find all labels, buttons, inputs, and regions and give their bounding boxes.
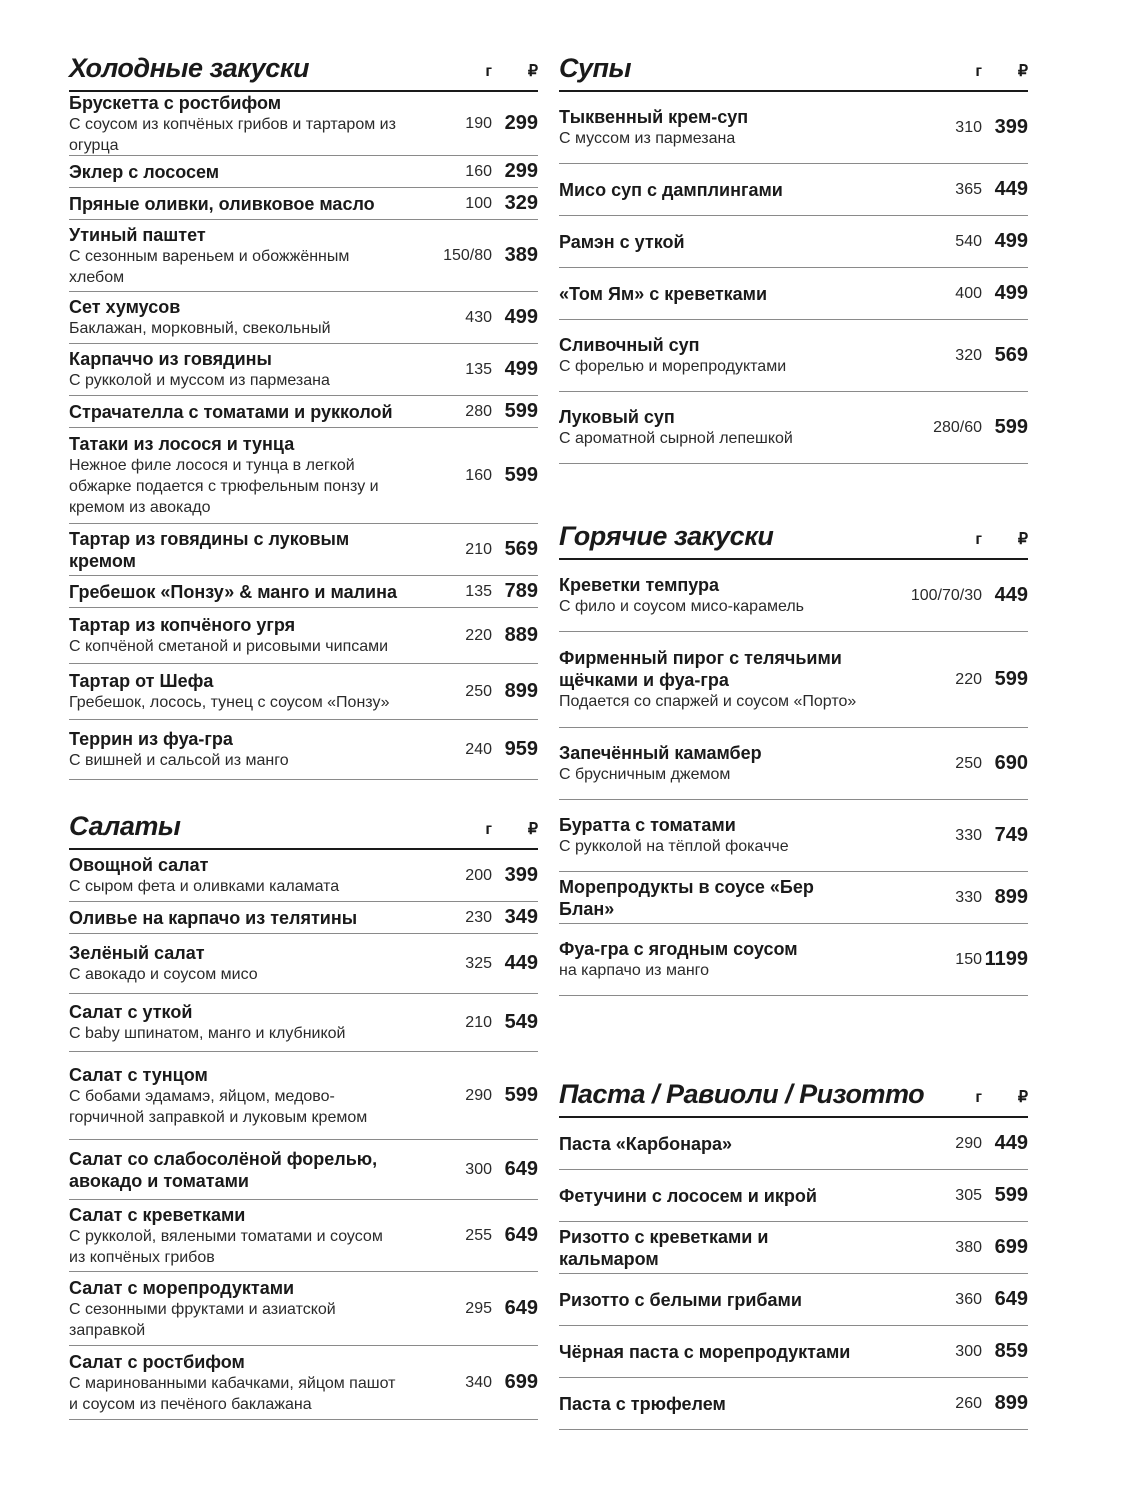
- menu-item-description: на карпачо из манго: [559, 962, 710, 979]
- menu-item-name: Тартар из говядины с луковым кремом: [69, 528, 350, 571]
- menu-item-weight: 330: [955, 826, 982, 844]
- menu-item-weight: 330: [955, 888, 982, 906]
- price-header: ₽: [1017, 1089, 1028, 1106]
- menu-item-name: Ризотто с креветками и кальмаром: [559, 1226, 769, 1269]
- menu-item-price: 449: [994, 584, 1028, 606]
- menu-item-weight: 380: [955, 1238, 982, 1256]
- menu-item-info: [69, 161, 400, 183]
- menu-item-name: Татаки из лосося и тунца: [69, 434, 295, 454]
- menu-item: [69, 188, 538, 220]
- menu-item: [559, 1326, 1028, 1378]
- menu-item-name: Паста с трюфелем: [559, 1393, 726, 1414]
- menu-item-weight: 360: [955, 1290, 982, 1308]
- menu-item-name: Паста «Карбонара»: [559, 1133, 733, 1154]
- menu-item-info: [69, 1064, 400, 1128]
- menu-item-description: С муссом из пармезана: [559, 130, 736, 147]
- menu-item-weight: 250: [465, 682, 492, 700]
- menu-item-info: [69, 1148, 400, 1192]
- menu-item-price: 649: [504, 1224, 538, 1246]
- menu-item-price: 499: [994, 230, 1028, 252]
- section-title: Паста / Равиоли / Ризотто: [559, 1079, 925, 1109]
- menu-item: [69, 934, 538, 994]
- menu-item-price: 749: [994, 824, 1028, 846]
- menu-item-description: С форелью и морепродуктами: [559, 358, 787, 375]
- menu-item-price: 299: [504, 160, 538, 182]
- menu-item-info: [559, 1226, 872, 1270]
- menu-item: [69, 292, 538, 344]
- menu-item: [69, 720, 538, 780]
- menu-item-weight: 255: [465, 1226, 492, 1244]
- menu-item: [559, 92, 1028, 164]
- menu-item: [69, 608, 538, 664]
- menu-item-name: Оливье на карпачо из телятины: [69, 907, 358, 928]
- menu-item-weight: 160: [465, 162, 492, 180]
- menu-item-info: [559, 334, 872, 377]
- menu-item-info: [559, 814, 872, 857]
- menu-item-description: С рукколой, вялеными томатами и соусом из копчёных грибов: [69, 1227, 383, 1266]
- menu-item-description: С копчёной сметаной и рисовыми чипсами: [69, 638, 389, 655]
- menu-item-weight: 295: [465, 1299, 492, 1317]
- menu-item: [559, 560, 1028, 632]
- menu-item-weight: 160: [465, 466, 492, 484]
- menu-item-description: С маринованными кабачками, яйцом пашот и соусом из печёного баклажана: [69, 1374, 396, 1413]
- menu-item-name: Рамэн с уткой: [559, 231, 685, 252]
- menu-item-info: [559, 106, 872, 149]
- menu-item-description: С брусничным джемом: [559, 766, 731, 783]
- menu-item-weight: 135: [465, 582, 492, 600]
- menu-item-description: С бобами эдамамэ, яйцом, медово-горчичной заправкой и луковым кремом: [69, 1087, 368, 1126]
- menu-item-description: Нежное филе лосося и тунца в легкой обжарке подается с трюфельным понзу и кремом из авокадо: [69, 457, 379, 516]
- menu-item-info: [559, 876, 872, 920]
- menu-item: [69, 1346, 538, 1420]
- menu-item: [69, 396, 538, 428]
- section-header: [69, 810, 538, 850]
- menu-item: [559, 1170, 1028, 1222]
- menu-item-weight: 305: [955, 1186, 982, 1204]
- menu-item-info: [69, 670, 400, 713]
- menu-item: [69, 344, 538, 396]
- menu-item-weight: 250: [955, 754, 982, 772]
- price-header: ₽: [1017, 531, 1028, 548]
- menu-item: [69, 664, 538, 720]
- menu-item-weight: 325: [465, 954, 492, 972]
- menu-item-info: [559, 742, 872, 785]
- menu-item: [559, 1378, 1028, 1430]
- menu-item: [69, 850, 538, 902]
- menu-item-weight: 135: [465, 360, 492, 378]
- menu-item-price: 959: [504, 738, 538, 760]
- menu-item-info: [69, 528, 400, 572]
- menu-item-name: Пряные оливки, оливковое масло: [69, 193, 375, 214]
- menu-item: [559, 320, 1028, 392]
- menu-item: [559, 216, 1028, 268]
- section-pasta-risotto: [559, 1050, 1028, 1430]
- menu-item-info: [69, 433, 400, 518]
- section-title: Супы: [559, 53, 632, 83]
- menu-item-info: [69, 193, 400, 215]
- menu-item-weight: 210: [465, 540, 492, 558]
- menu-item-weight: 320: [955, 346, 982, 364]
- menu-item: [559, 268, 1028, 320]
- menu-item-info: [69, 296, 400, 339]
- menu-item-name: Салат с ростбифом: [69, 1351, 245, 1372]
- menu-item: [69, 576, 538, 608]
- menu-item-name: «Том Ям» с креветками: [559, 283, 768, 304]
- section-title: Салаты: [69, 811, 181, 841]
- menu-item: [69, 994, 538, 1052]
- menu-item-weight: 280: [465, 402, 492, 420]
- weight-header: г: [975, 1089, 982, 1106]
- menu-item-name: Фирменный пирог с телячьими щёчками и фуа-гра: [559, 648, 842, 690]
- menu-item-weight: 150/80: [443, 246, 492, 264]
- menu-item-name: Фетучини с лососем и икрой: [559, 1185, 817, 1206]
- weight-header: г: [975, 63, 982, 80]
- menu-item: [69, 902, 538, 934]
- weight-header: г: [975, 531, 982, 548]
- menu-item-price: 449: [504, 952, 538, 974]
- menu-item-price: 389: [504, 244, 538, 266]
- menu-item-price: 599: [994, 1184, 1028, 1206]
- menu-item: [69, 524, 538, 576]
- menu-item-name: Салат с тунцом: [69, 1064, 208, 1085]
- menu-item-name: Брускетта с ростбифом: [69, 92, 282, 113]
- menu-item-name: Ризотто с белыми грибами: [559, 1289, 802, 1310]
- menu-item: [559, 632, 1028, 728]
- menu-item-description: С рукколой на тёплой фокачче: [559, 838, 789, 855]
- menu-item-weight: 220: [955, 670, 982, 688]
- menu-item-description: С сезонным вареньем и обожжённым хлебом: [69, 247, 350, 286]
- menu-item-price: 349: [504, 906, 538, 928]
- menu-item-name: Салат с уткой: [69, 1002, 193, 1022]
- menu-item: [559, 164, 1028, 216]
- section-hot-appetizers: [559, 520, 1028, 996]
- menu-item: [69, 220, 538, 292]
- menu-item-name: Террин из фуа-гра: [69, 729, 233, 749]
- menu-item-description: С сезонными фруктами и азиатской заправкой: [69, 1300, 336, 1339]
- menu-item-name: Зелёный салат: [69, 943, 205, 963]
- menu-item-info: [69, 942, 400, 985]
- menu-item-price: 899: [504, 680, 538, 702]
- section-header: [559, 52, 1028, 92]
- menu-item-name: Утиный паштет: [69, 224, 206, 245]
- menu-item-price: 699: [504, 1371, 538, 1393]
- section-header: [559, 520, 1028, 560]
- menu-item-info: [559, 179, 872, 201]
- menu-item-weight: 430: [465, 308, 492, 326]
- menu-item-info: [559, 574, 872, 617]
- menu-item-price: 889: [504, 624, 538, 646]
- menu-item-weight: 100/70/30: [910, 586, 982, 604]
- menu-item: [69, 1200, 538, 1272]
- menu-item: [69, 156, 538, 188]
- menu-item-price: 299: [504, 112, 538, 134]
- menu-item-name: Салат с креветками: [69, 1204, 246, 1225]
- menu-item-weight: 400: [955, 284, 982, 302]
- menu-item-weight: 190: [465, 114, 492, 132]
- menu-item-info: [69, 854, 400, 897]
- menu-item-name: Морепродукты в соусе «Бер Блан»: [559, 876, 814, 919]
- menu-item: [559, 728, 1028, 800]
- menu-item-price: 899: [994, 1392, 1028, 1414]
- menu-item-price: 449: [994, 178, 1028, 200]
- menu-item-weight: 100: [465, 194, 492, 212]
- menu-item-price: 449: [994, 1132, 1028, 1154]
- menu-item-weight: 300: [955, 1342, 982, 1360]
- menu-item-info: [69, 1277, 400, 1341]
- section-title: Холодные закуски: [69, 53, 309, 83]
- menu-item-description: С baby шпинатом, манго и клубникой: [69, 1025, 346, 1042]
- left-column: [69, 52, 538, 1420]
- menu-item-price: 690: [994, 752, 1028, 774]
- menu-item-description: С авокадо и соусом мисо: [69, 966, 258, 983]
- menu-item-description: С соусом из копчёных грибов и тартаром из огурца: [69, 115, 396, 154]
- menu-item-description: С ароматной сырной лепешкой: [559, 430, 793, 447]
- menu-item-description: С сыром фета и оливками каламата: [69, 878, 340, 895]
- menu-item-price: 569: [504, 538, 538, 560]
- menu-item-info: [559, 647, 872, 712]
- menu-item: [69, 92, 538, 156]
- menu-item-price: 399: [994, 116, 1028, 138]
- menu-item-info: [559, 1393, 872, 1415]
- menu-item-info: [69, 1001, 400, 1044]
- menu-item-price: 859: [994, 1340, 1028, 1362]
- menu-item-info: [69, 728, 400, 771]
- menu-item: [69, 1140, 538, 1200]
- menu-item-description: Гребешок, лосось, тунец с соусом «Понзу»: [69, 694, 390, 711]
- section-soups: [559, 52, 1028, 464]
- menu-item-info: [69, 401, 400, 423]
- menu-item-weight: 210: [465, 1013, 492, 1031]
- menu-item-name: Карпаччо из говядины: [69, 349, 272, 369]
- menu-item: [69, 428, 538, 524]
- menu-item-weight: 365: [955, 180, 982, 198]
- menu-item-weight: 240: [465, 740, 492, 758]
- menu-item: [559, 1118, 1028, 1170]
- menu-item-info: [559, 283, 872, 305]
- menu-item-info: [559, 938, 872, 981]
- menu-item-weight: 200: [465, 866, 492, 884]
- weight-header: г: [485, 63, 492, 80]
- menu-item-price: 649: [504, 1158, 538, 1180]
- menu-item-info: [69, 1351, 400, 1415]
- menu-item-name: Тартар из копчёного угря: [69, 615, 296, 635]
- menu-item-info: [69, 614, 400, 657]
- section-title: Горячие закуски: [559, 521, 774, 551]
- menu-item-info: [69, 224, 400, 288]
- menu-item-price: 599: [994, 416, 1028, 438]
- menu-item-name: Салат со слабосолёной форелью, авокадо и томатами: [69, 1148, 378, 1191]
- section-salads: [69, 810, 538, 1420]
- menu-item-name: Чёрная паста с морепродуктами: [559, 1341, 851, 1362]
- menu-item-price: 329: [504, 192, 538, 214]
- menu-item-price: 599: [504, 1084, 538, 1106]
- menu-item-price: 399: [504, 864, 538, 886]
- menu-item-info: [559, 231, 872, 253]
- menu-item-weight: 540: [955, 232, 982, 250]
- menu-item-price: 499: [504, 306, 538, 328]
- menu-item-name: Луковый суп: [559, 407, 675, 427]
- menu-item-name: Фуа-гра с ягодным соусом: [559, 939, 798, 959]
- menu-item-description: Баклажан, морковный, свекольный: [69, 320, 331, 337]
- menu-item: [559, 392, 1028, 464]
- menu-item-name: Тартар от Шефа: [69, 671, 214, 691]
- menu-item-price: 599: [504, 464, 538, 486]
- menu-item-info: [69, 907, 400, 929]
- menu-item-name: Сет хумусов: [69, 297, 181, 317]
- menu-item-info: [69, 348, 400, 391]
- menu-item-price: 699: [994, 1236, 1028, 1258]
- weight-header: г: [485, 821, 492, 838]
- menu-item: [559, 800, 1028, 872]
- menu-item-info: [69, 92, 400, 156]
- menu-item: [559, 1274, 1028, 1326]
- menu-item-name: Салат с морепродуктами: [69, 1277, 295, 1298]
- price-header: ₽: [1017, 63, 1028, 80]
- menu-item-weight: 230: [465, 908, 492, 926]
- menu-item-description: С фило и соусом мисо-карамель: [559, 598, 805, 615]
- menu-item-weight: 340: [465, 1373, 492, 1391]
- menu-item-weight: 290: [955, 1134, 982, 1152]
- menu-item-name: Сливочный суп: [559, 335, 700, 355]
- menu-item-price: 649: [994, 1288, 1028, 1310]
- menu-item-info: [69, 1204, 400, 1268]
- menu-item-price: 499: [504, 358, 538, 380]
- menu-item-name: Эклер с лососем: [69, 161, 220, 182]
- menu-item-price: 649: [504, 1297, 538, 1319]
- menu-item-name: Страчателла с томатами и рукколой: [69, 401, 393, 422]
- menu-item-price: 569: [994, 344, 1028, 366]
- menu-item-name: Буратта с томатами: [559, 815, 736, 835]
- section-header: [69, 52, 538, 92]
- menu-item-info: [559, 1133, 872, 1155]
- menu-item-name: Овощной салат: [69, 855, 209, 875]
- menu-item-weight: 150: [955, 950, 982, 968]
- menu-item-info: [559, 1289, 872, 1311]
- menu-item-price: 549: [504, 1011, 538, 1033]
- menu-item-description: С рукколой и муссом из пармезана: [69, 372, 330, 389]
- menu-item-name: Гребешок «Понзу» & манго и малина: [69, 581, 397, 602]
- menu-item-description: С вишней и сальсой из манго: [69, 752, 289, 769]
- menu-item-weight: 220: [465, 626, 492, 644]
- menu-item-price: 1199: [984, 948, 1028, 970]
- menu-item-price: 499: [994, 282, 1028, 304]
- menu-item-name: Мисо суп с дамплингами: [559, 179, 783, 200]
- menu-item-price: 599: [994, 668, 1028, 690]
- menu-item-price: 789: [504, 580, 538, 602]
- menu-item-name: Тыквенный крем-суп: [559, 107, 749, 127]
- menu-item: [559, 872, 1028, 924]
- menu-item-weight: 280/60: [933, 418, 982, 436]
- menu-item-info: [559, 1341, 872, 1363]
- menu-item-weight: 300: [465, 1160, 492, 1178]
- menu-item-weight: 290: [465, 1086, 492, 1104]
- menu-item-info: [559, 1185, 872, 1207]
- price-header: ₽: [527, 63, 538, 80]
- menu-item-price: 599: [504, 400, 538, 422]
- menu-item: [559, 924, 1028, 996]
- section-header: [559, 1050, 1028, 1118]
- menu-item-name: Запечённый камамбер: [559, 743, 762, 763]
- menu-item-weight: 310: [955, 118, 982, 136]
- menu-item-price: 899: [994, 886, 1028, 908]
- menu-item: [69, 1272, 538, 1346]
- menu-item-weight: 260: [955, 1394, 982, 1412]
- menu-item: [69, 1052, 538, 1140]
- menu-item-info: [69, 581, 400, 603]
- menu-item: [559, 1222, 1028, 1274]
- menu-item-name: Креветки темпура: [559, 575, 720, 595]
- menu-item-info: [559, 406, 872, 449]
- right-column: [559, 52, 1028, 1430]
- section-cold-appetizers: [69, 52, 538, 780]
- price-header: ₽: [527, 821, 538, 838]
- menu-item-description: Подается со спаржей и соусом «Порто»: [559, 693, 857, 710]
